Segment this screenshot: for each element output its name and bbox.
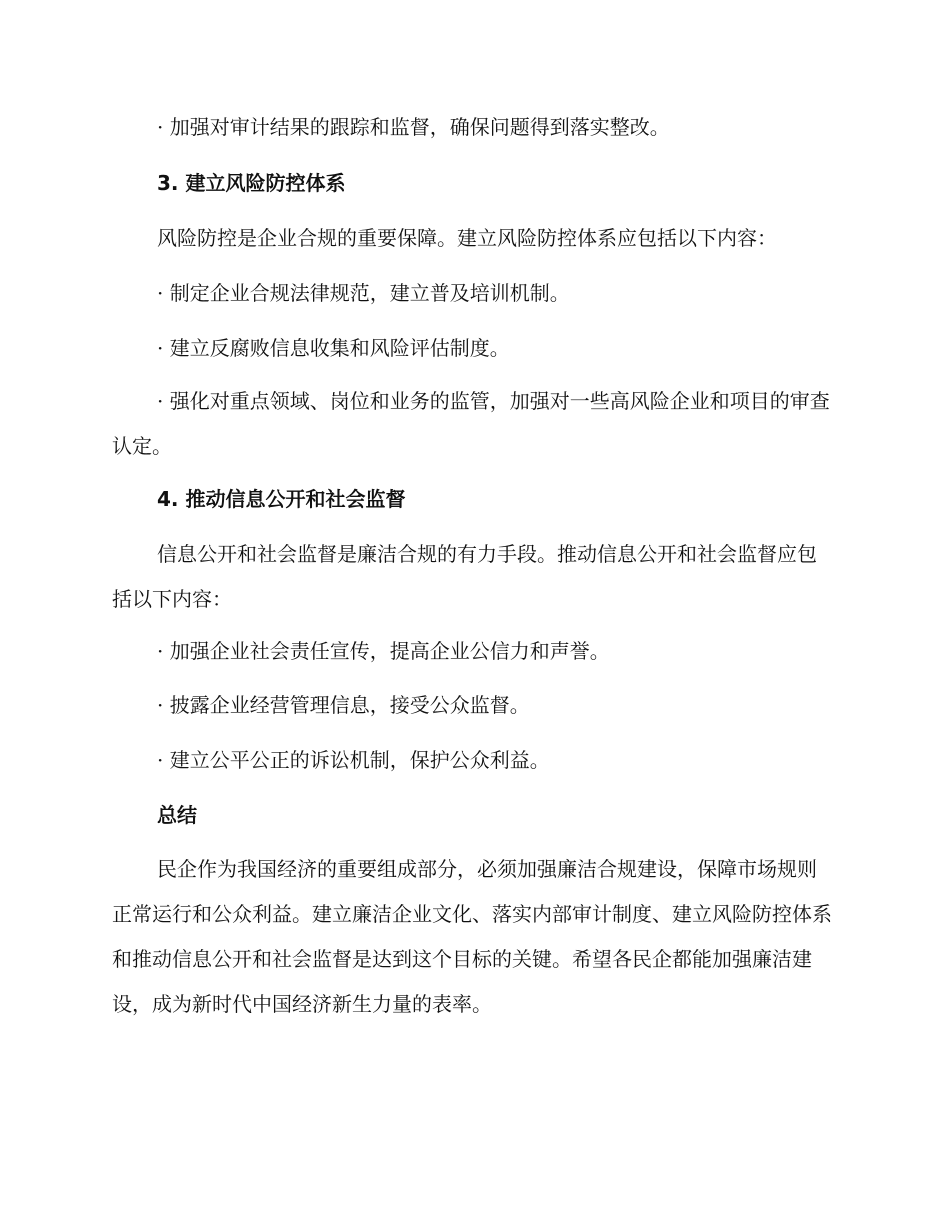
paragraph-risk-control: 风险防控是企业合规的重要保障。建立风险防控体系应包括以下内容： — [157, 226, 777, 250]
section-heading-4: 4. 推动信息公开和社会监督 — [157, 487, 406, 511]
paragraph-summary: 民企作为我国经济的重要组成部分，必须加强廉洁合规建设，保障市场规则正常运行和公众利益。建立廉洁企业文化、落实内部审计制度、建立风险防控体系和推动信息公开和社会监督是达到这个目标的关键。希望各民企都能加强廉洁建设，成为新时代中国经济新生力量的表率。 — [112, 857, 832, 1016]
section-heading-3: 3. 建立风险防控体系 — [157, 171, 346, 195]
bullet-compliance-rules: · 制定企业合规法律规范，建立普及培训机制。 — [157, 281, 570, 305]
summary-heading: 总结 — [157, 803, 197, 827]
paragraph-information-disclosure: 信息公开和社会监督是廉洁合规的有力手段。推动信息公开和社会监督应包括以下内容： — [112, 542, 817, 611]
bullet-disclose-info: · 披露企业经营管理信息，接受公众监督。 — [157, 693, 530, 717]
bullet-key-area-supervision: · 强化对重点领域、岗位和业务的监管，加强对一些高风险企业和项目的审查认定。 — [112, 389, 830, 458]
bullet-audit-followup: · 加强对审计结果的跟踪和监督，确保问题得到落实整改。 — [157, 115, 670, 139]
bullet-litigation-mechanism: · 建立公平公正的诉讼机制，保护公众利益。 — [157, 748, 550, 772]
bullet-anti-corruption: · 建立反腐败信息收集和风险评估制度。 — [157, 336, 510, 360]
bullet-social-responsibility: · 加强企业社会责任宣传，提高企业公信力和声誉。 — [157, 639, 610, 663]
